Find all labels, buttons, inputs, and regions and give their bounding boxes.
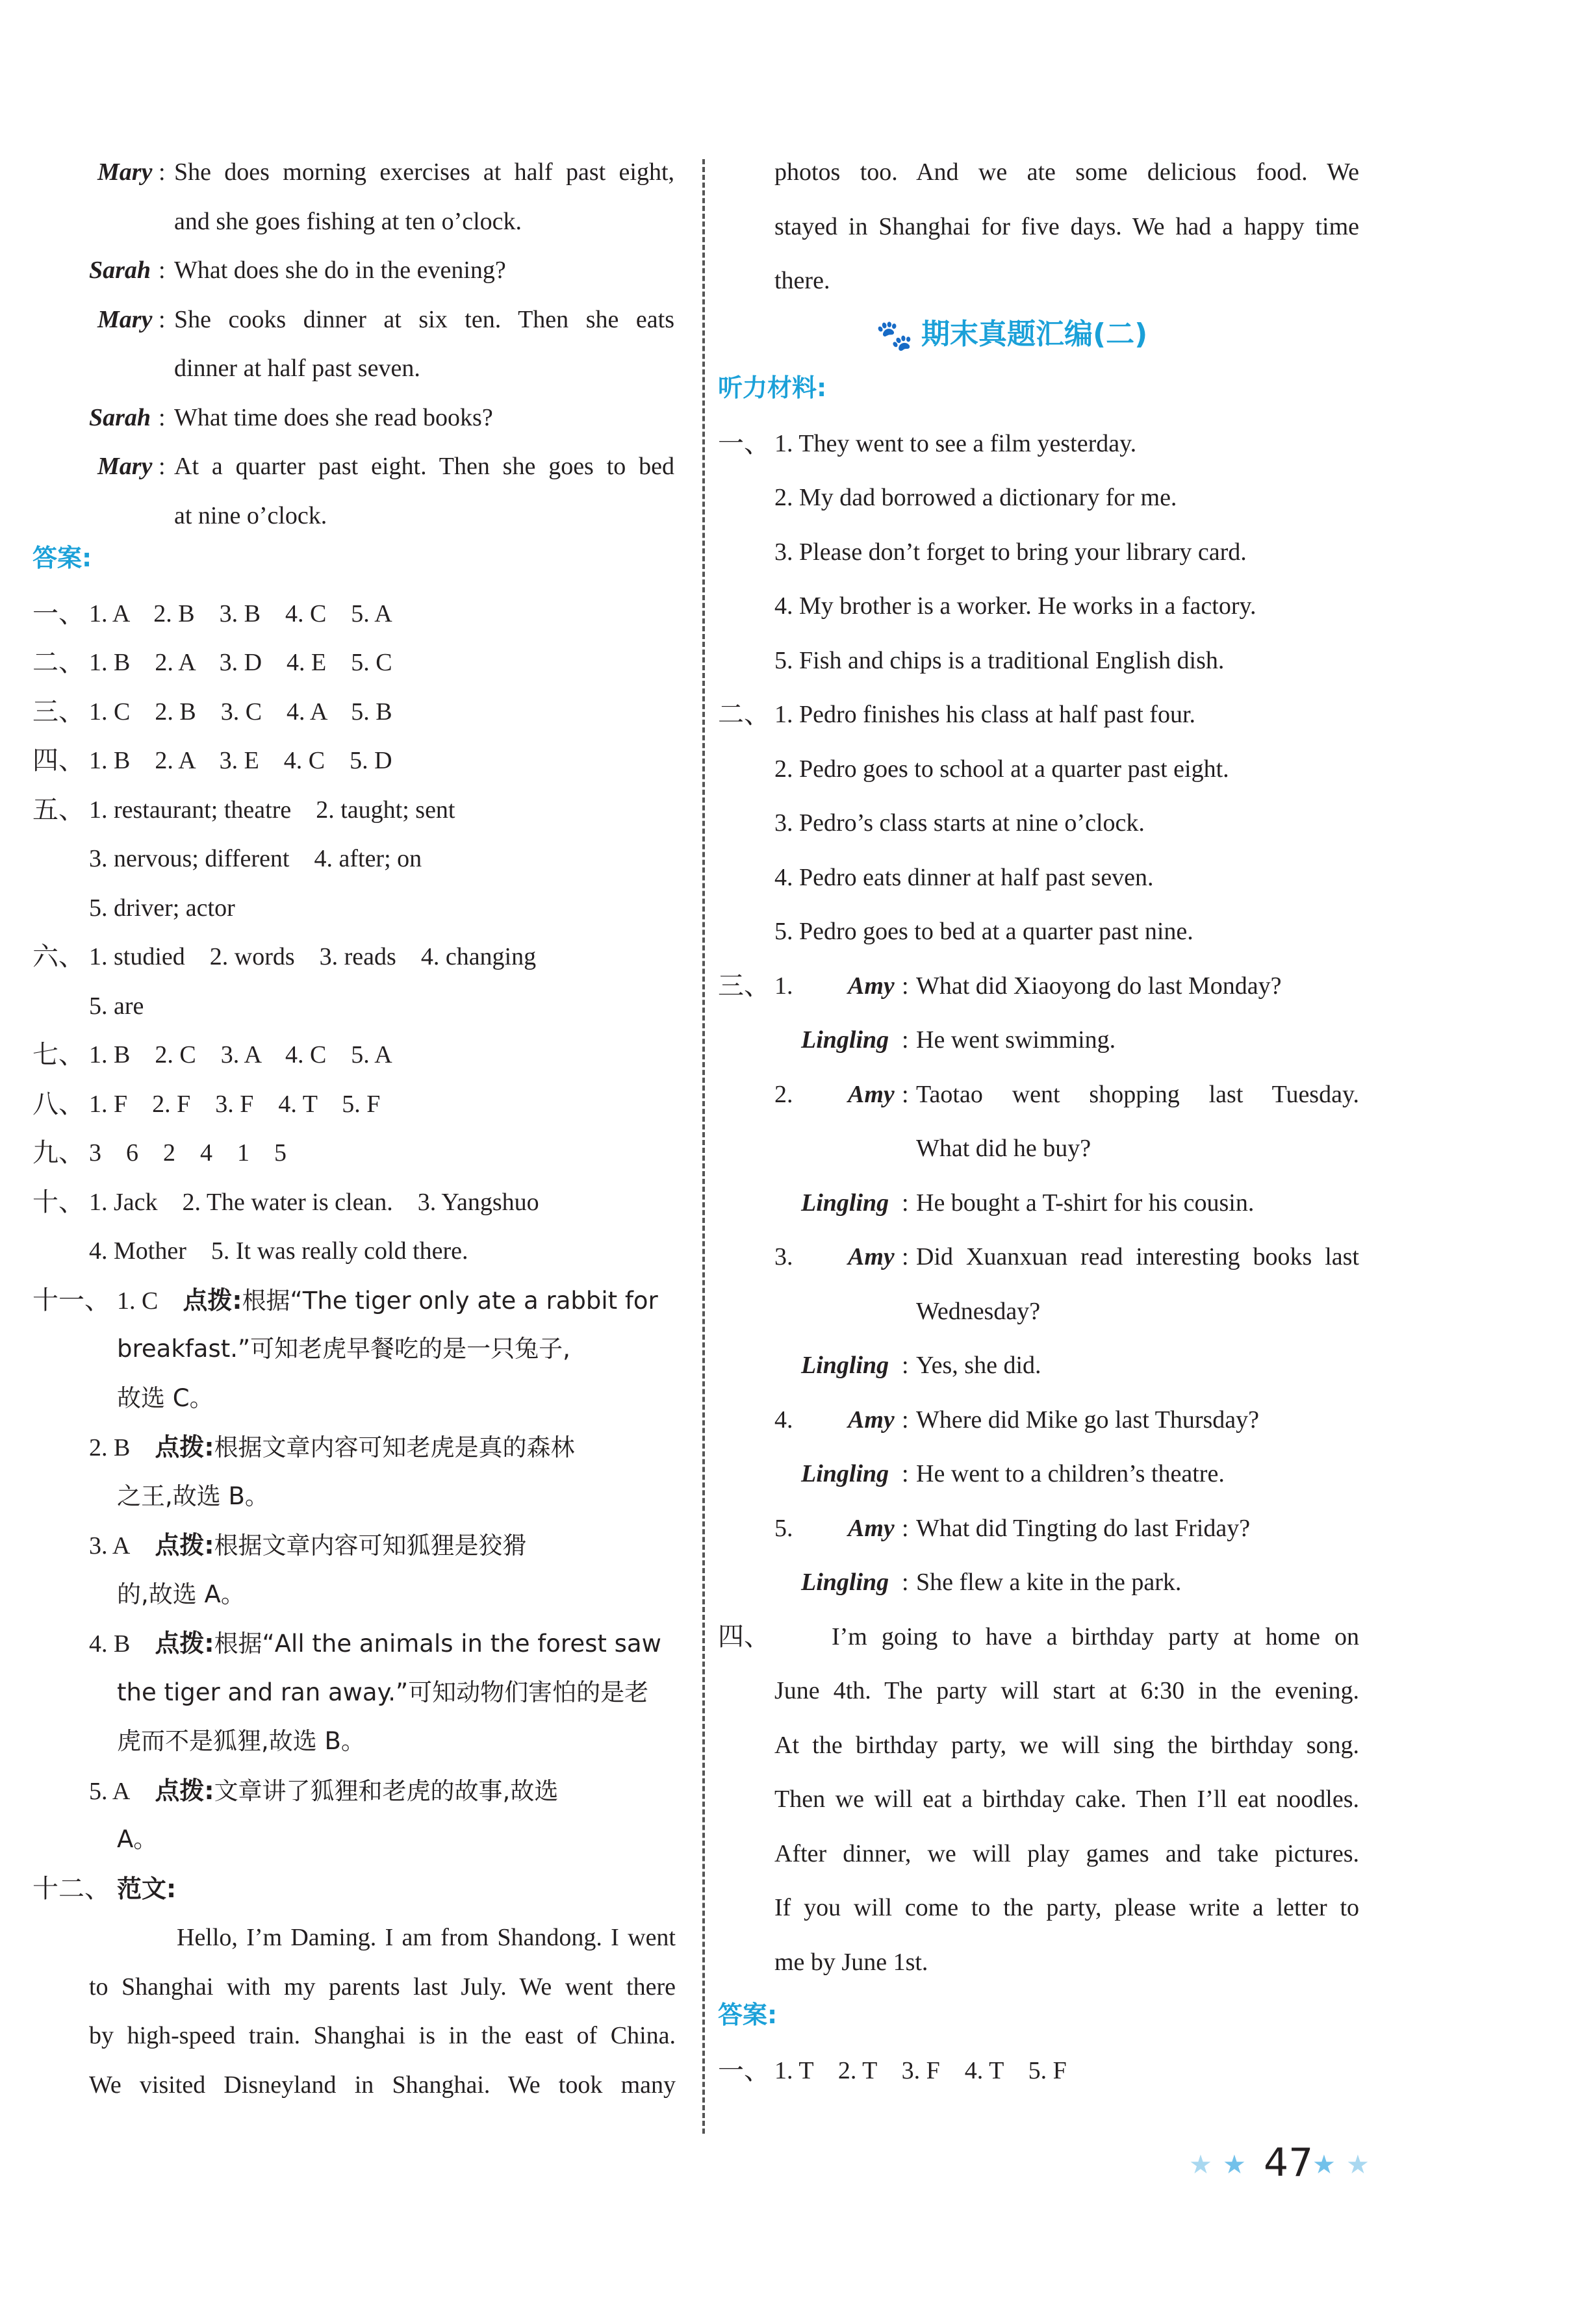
explanation-text: 故选 C。 — [117, 1383, 214, 1412]
answer-text: 1. B 2. A 3. E 4. C 5. D — [89, 747, 392, 774]
dialogue-text: What does she do in the evening? — [174, 257, 506, 284]
dialogue-number: 4. — [774, 1406, 793, 1434]
answer-text: 1. studied 2. words 3. reads 4. changing — [89, 943, 537, 970]
answer-choice: 4. B — [89, 1630, 131, 1658]
explanation-line — [89, 1529, 676, 1562]
answer-number: 十、 — [32, 1187, 84, 1217]
listening-item: 3. Pedro’s class starts at nine o’clock. — [774, 809, 1145, 837]
listening-item: 5. Fish and chips is a traditional English dish. — [774, 646, 1225, 674]
essay-line: to Shanghai with my parents last July. We went there — [89, 1973, 676, 2001]
listening-item: 3. Please don’t forget to bring your library card. — [774, 538, 1247, 566]
dialogue-text: Yes, she did. — [916, 1352, 1041, 1379]
speaker-name: Lingling — [801, 1569, 889, 1596]
speaker-name: Sarah — [89, 257, 151, 284]
answer-number: 四、 — [32, 746, 84, 776]
passage-line: I’m going to have a birthday party at home on — [832, 1623, 1359, 1650]
speaker-colon: : — [902, 972, 909, 1000]
dialogue-text: She cooks dinner at six ten. Then she eats — [174, 305, 674, 333]
question-11-number: 十一、 — [32, 1285, 110, 1315]
dialogue-text: Where did Mike go last Thursday? — [916, 1406, 1259, 1434]
explanation-line — [89, 1775, 676, 1808]
tip-label: 点拨: — [155, 1776, 214, 1805]
dialogue-text: He bought a T-shirt for his cousin. — [916, 1189, 1255, 1217]
passage-line: me by June 1st. — [774, 1948, 928, 1976]
explanation-text: 根据文章内容可知狐狸是狡猾 — [214, 1532, 527, 1560]
explanation-text: 根据“All the animals in the forest saw — [214, 1630, 661, 1658]
answer-text: 1. T 2. T 3. F 4. T 5. F — [774, 2056, 1067, 2084]
dialogue-text: She does morning exercises at half past eight, — [174, 158, 674, 186]
speaker-colon: : — [902, 1352, 909, 1379]
section-number: 三、 — [718, 970, 770, 1001]
answer-number: 五、 — [32, 794, 84, 825]
speaker-name: Sarah — [89, 403, 151, 431]
speaker-name: Lingling — [801, 1460, 889, 1487]
passage-line: If you will come to the party, please write a letter to — [774, 1894, 1359, 1921]
listening-item: 1. They went to see a film yesterday. — [774, 429, 1137, 457]
speaker-name: Amy — [848, 1080, 895, 1108]
explanation-text: 虎而不是狐狸,故选 B。 — [117, 1727, 365, 1755]
dialogue-text: Taotao went shopping last Tuesday. — [916, 1080, 1359, 1108]
listening-item: 4. Pedro eats dinner at half past seven. — [774, 863, 1154, 891]
explanation-line — [89, 1627, 676, 1660]
dialogue-text: What did Tingting do last Friday? — [916, 1514, 1251, 1542]
answer-number: 一、 — [32, 598, 84, 629]
answer-choice: 1. C — [117, 1287, 159, 1315]
speaker-name: Amy — [848, 1406, 895, 1434]
tip-label: 点拨: — [155, 1531, 214, 1560]
passage-line: June 4th. The party will start at 6:30 in the evening. — [774, 1677, 1359, 1704]
essay-line: stayed in Shanghai for five days. We had a happy time — [774, 212, 1359, 240]
speaker-colon: : — [902, 1243, 909, 1270]
question-12-number: 十二、 — [32, 1873, 110, 1904]
speaker-colon: : — [902, 1189, 909, 1217]
speaker-name: Mary — [97, 305, 153, 333]
dialogue-text: What did he buy? — [916, 1135, 1091, 1162]
answer-number: 二、 — [32, 648, 84, 677]
speaker-name: Amy — [848, 972, 895, 1000]
speaker-colon: : — [902, 1080, 909, 1108]
passage-line: After dinner, we will play games and take pictures. — [774, 1839, 1359, 1867]
answer-number: 六、 — [32, 942, 84, 972]
explanation-line — [89, 1431, 676, 1464]
dialogue-text: What did Xiaoyong do last Monday? — [916, 972, 1282, 1000]
speaker-name: Lingling — [801, 1352, 889, 1379]
answer-text: 1. restaurant; theatre 2. taught; sent — [89, 796, 455, 824]
explanation-text: 的,故选 A。 — [117, 1580, 245, 1608]
tip-label: 点拨: — [183, 1285, 242, 1315]
answer-choice: 2. B — [89, 1434, 131, 1461]
listening-item: 2. Pedro goes to school at a quarter past eight. — [774, 755, 1229, 783]
dialogue-text: Wednesday? — [916, 1297, 1041, 1325]
dialogue-text: and she goes fishing at ten o’clock. — [174, 207, 522, 235]
passage-line: At the birthday party, we will sing the birthday song. — [774, 1731, 1359, 1759]
speaker-name: Amy — [848, 1514, 895, 1542]
essay-line: photos too. And we ate some delicious food. We — [774, 158, 1359, 186]
answers-label: 答案: — [718, 2001, 778, 2029]
answer-text: 1. B 2. A 3. D 4. E 5. C — [89, 649, 392, 676]
explanation-text: A。 — [117, 1825, 158, 1853]
explanation-line — [117, 1284, 676, 1317]
dialogue-text: dinner at half past seven. — [174, 355, 420, 382]
answer-text: 5. are — [89, 992, 144, 1020]
dialogue-text: She flew a kite in the park. — [916, 1569, 1182, 1596]
speaker-name: Mary — [97, 158, 153, 186]
dialogue-text: at nine o’clock. — [174, 501, 327, 529]
model-essay-label: 范文: — [117, 1874, 177, 1903]
speaker-colon: : — [159, 453, 166, 480]
dialogue-number: 3. — [774, 1243, 793, 1270]
answer-text: 5. driver; actor — [89, 894, 235, 922]
answer-choice: 5. A — [89, 1777, 131, 1805]
dialogue-text: He went swimming. — [916, 1026, 1116, 1054]
star-icon: ★ — [1189, 2150, 1212, 2179]
dialogue-number: 2. — [774, 1080, 793, 1108]
answer-text: 1. A 2. B 3. B 4. C 5. A — [89, 600, 392, 627]
passage-line: Then we will eat a birthday cake. Then I’ll eat noodles. — [774, 1786, 1359, 1813]
speaker-colon: : — [902, 1569, 909, 1596]
dialogue-text: He went to a children’s theatre. — [916, 1460, 1225, 1487]
listening-label: 听力材料: — [718, 373, 827, 402]
listening-item: 1. Pedro finishes his class at half past four. — [774, 701, 1196, 728]
speaker-colon: : — [159, 403, 166, 431]
dialogue-text: At a quarter past eight. Then she goes to bed — [174, 453, 674, 480]
dialogue-number: 1. — [774, 972, 793, 1000]
explanation-text: 根据文章内容可知老虎是真的森林 — [214, 1434, 575, 1461]
speaker-colon: : — [902, 1460, 909, 1487]
page-number: 47 — [1264, 2140, 1314, 2186]
explanation-text: 根据“The tiger only ate a rabbit for — [242, 1286, 658, 1315]
speaker-colon: : — [902, 1406, 909, 1434]
tip-label: 点拨: — [155, 1629, 214, 1658]
essay-line: We visited Disneyland in Shanghai. We took many — [89, 2071, 676, 2099]
explanation-text: 文章讲了狐狸和老虎的故事,故选 — [214, 1776, 559, 1805]
answer-text: 1. F 2. F 3. F 4. T 5. F — [89, 1090, 381, 1118]
dialogue-text: What time does she read books? — [174, 403, 493, 431]
star-icon: ★ — [1346, 2150, 1370, 2179]
answer-text: 3 6 2 4 1 5 — [89, 1139, 287, 1167]
speaker-name: Mary — [97, 453, 153, 480]
section-number: 二、 — [718, 700, 770, 729]
section-number: 四、 — [718, 1621, 770, 1652]
dialogue-text: Did Xuanxuan read interesting books last — [916, 1243, 1359, 1270]
explanation-text: the tiger and ran away.”可知动物们害怕的是老 — [117, 1678, 649, 1706]
listening-item: 5. Pedro goes to bed at a quarter past nine. — [774, 918, 1193, 945]
speaker-colon: : — [159, 158, 166, 186]
star-icon: ★ — [1312, 2150, 1336, 2179]
answers-label: 答案: — [32, 544, 92, 572]
speaker-name: Lingling — [801, 1189, 889, 1217]
section-title: 期末真题汇编(二) — [921, 317, 1148, 351]
star-icon: ★ — [1223, 2150, 1246, 2179]
column-divider — [702, 159, 705, 2134]
explanation-text: breakfast.”可知老虎早餐吃的是一只兔子, — [117, 1335, 570, 1363]
listening-item: 2. My dad borrowed a dictionary for me. — [774, 484, 1177, 511]
answer-text: 1. B 2. C 3. A 4. C 5. A — [89, 1041, 392, 1068]
listening-item: 4. My brother is a worker. He works in a factory. — [774, 592, 1257, 620]
answer-text: 3. nervous; different 4. after; on — [89, 845, 422, 872]
answer-number: 八、 — [32, 1089, 84, 1119]
answer-number: 三、 — [32, 696, 84, 727]
speaker-colon: : — [159, 305, 166, 333]
answer-text: 4. Mother 5. It was really cold there. — [89, 1237, 468, 1265]
speaker-name: Amy — [848, 1243, 895, 1270]
answer-text: 1. C 2. B 3. C 4. A 5. B — [89, 698, 392, 726]
answer-number: 九、 — [32, 1138, 84, 1168]
speaker-colon: : — [902, 1026, 909, 1054]
speaker-colon: : — [159, 257, 166, 284]
speaker-colon: : — [902, 1514, 909, 1542]
paw-icon: 🐾 — [876, 317, 913, 353]
essay-line: Hello, I’m Daming. I am from Shandong. I went — [177, 1924, 676, 1951]
section-number: 一、 — [718, 428, 770, 459]
essay-line: there. — [774, 267, 830, 294]
answer-choice: 3. A — [89, 1532, 131, 1560]
speaker-name: Lingling — [801, 1026, 889, 1054]
answer-text: 1. Jack 2. The water is clean. 3. Yangshuo — [89, 1188, 539, 1216]
dialogue-number: 5. — [774, 1514, 793, 1542]
section-number: 一、 — [718, 2055, 770, 2086]
tip-label: 点拨: — [155, 1433, 214, 1461]
explanation-text: 之王,故选 B。 — [117, 1482, 269, 1510]
answer-number: 七、 — [32, 1040, 84, 1070]
essay-line: by high-speed train. Shanghai is in the east of China. — [89, 2022, 676, 2049]
